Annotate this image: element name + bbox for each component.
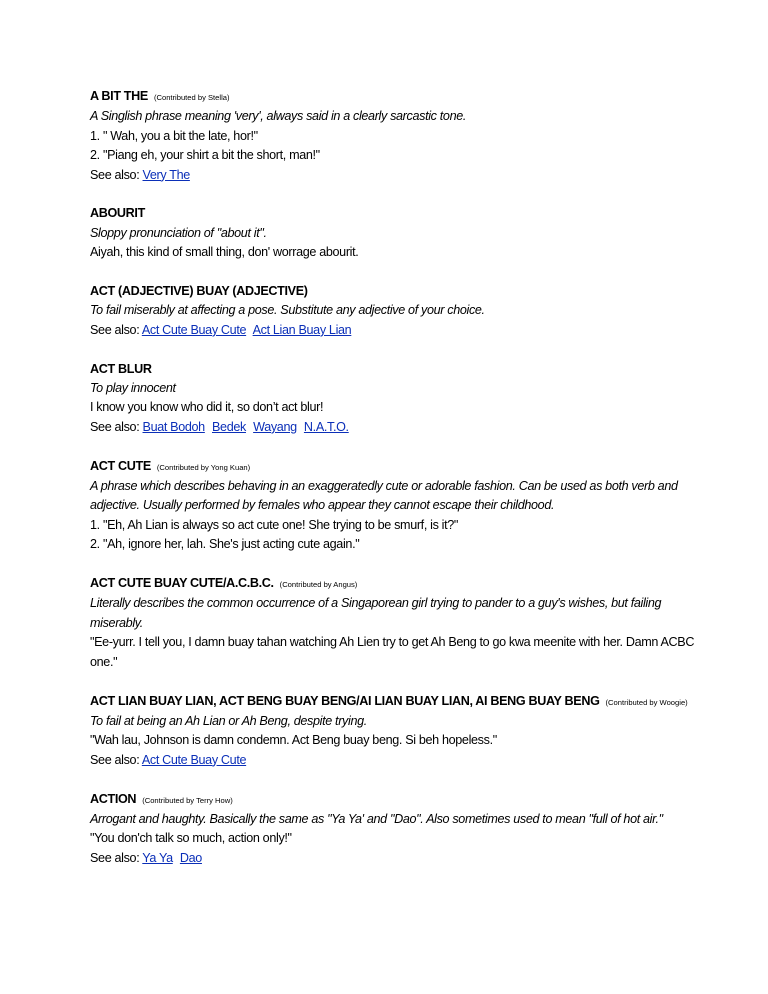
entry-act-adjective-buay-adjective [90,282,708,340]
see-also-label: See also: [90,419,140,434]
see-also-link[interactable]: Very The [142,167,190,182]
see-also-line [90,418,708,437]
entry-term: ACT LIAN BUAY LIAN, ACT BENG BUAY BENG/AI LIAN BUAY LIAN, AI BENG BUAY BENG [90,693,600,708]
entry-term: ABOURIT [90,206,145,221]
see-also-line [90,849,708,868]
entry-act-cute [90,457,708,555]
entry-action [90,790,708,869]
entry-contributor: (Contributed by Angus) [279,580,358,590]
entry-example: "Wah lau, Johnson is damn condemn. Act Beng buay beng. Si beh hopeless." [90,733,497,748]
entry-act-cute-buay-cute [90,574,708,672]
see-also-link[interactable]: Act Cute Buay Cute [141,752,247,767]
entry-heading [90,790,708,810]
entry-definition: Literally describes the common occurrence of a Singaporean girl trying to pander to a guy's wishes, but failing miserably. [90,596,662,630]
entry-contributor: (Contributed by Yong Kuan) [156,462,251,472]
entry-term: ACTION [90,791,137,806]
entry-abourit [90,204,708,262]
see-also-label: See also: [90,752,140,767]
see-also-label: See also: [90,322,140,337]
entry-heading [90,282,708,301]
entry-example: 1. "Eh, Ah Lian is always so act cute one! She trying to be smurf, is it?" [90,517,459,532]
see-also-link[interactable]: Act Cute Buay Cute [141,322,247,337]
entry-heading [90,360,708,379]
entry-act-blur [90,360,708,438]
see-also-link[interactable]: N.A.T.O. [303,419,349,434]
entry-term: A BIT THE [90,89,148,103]
entry-term: ACT BLUR [90,361,152,376]
entry-definition: A phrase which describes behaving in an exaggeratedly cute or adorable fashion. Can be used as both verb and adjective. Usually performed by females who appear they cannot escape their childhood. [90,479,678,513]
entry-term: ACT CUTE BUAY CUTE/A.C.B.C. [90,576,274,591]
entry-a-bit-the [90,87,708,185]
entry-example: "You don'ch talk so much, action only!" [90,831,292,846]
see-also-label: See also: [90,167,140,182]
see-also-label: See also: [90,850,140,865]
entry-act-lian-buay-lian [90,692,708,771]
entry-heading [90,204,708,223]
entry-definition: Arrogant and haughty. Basically the same as "Ya Ya' and "Dao". Also sometimes used to mean "full of hot air." [90,811,663,826]
see-also-line [90,321,708,340]
entry-term: ACT CUTE [90,458,151,473]
entry-definition: A Singlish phrase meaning 'very', always said in a clearly sarcastic tone. [90,109,467,124]
entry-example: I know you know who did it, so don’t act blur! [90,400,324,415]
entry-heading [90,574,708,594]
entry-example: 2. "Piang eh, your shirt a bit the short, man!" [90,148,320,163]
entry-definition: To play innocent [90,381,176,396]
entry-example: "Ee-yurr. I tell you, I damn buay tahan watching Ah Lien try to get Ah Beng to go kwa meenite with her. Damn ACBC one." [90,635,695,669]
entry-contributor: (Contributed by Woogie) [605,697,688,707]
see-also-link[interactable]: Bedek [212,419,246,434]
see-also-link[interactable]: Dao [179,850,202,865]
entry-example: 1. " Wah, you a bit the late, hor!" [90,128,258,143]
see-also-link[interactable]: Buat Bodoh [142,419,205,434]
see-also-line [90,166,708,185]
entry-heading [90,87,708,107]
entry-term: ACT (ADJECTIVE) BUAY (ADJECTIVE) [90,284,308,299]
see-also-link[interactable]: Ya Ya [142,850,173,865]
entry-heading [90,457,708,477]
entry-definition: Sloppy pronunciation of "about it". [90,225,267,240]
entry-heading [90,692,708,712]
entry-definition: To fail at being an Ah Lian or Ah Beng, despite trying. [90,713,367,728]
entry-example: 2. "Ah, ignore her, lah. She's just acting cute again." [90,537,360,552]
entry-contributor: (Contributed by Terry How) [142,795,233,805]
entry-definition: To fail miserably at affecting a pose. Substitute any adjective of your choice. [90,303,485,318]
entry-example: Aiyah, this kind of small thing, don' worrage abourit. [90,245,359,260]
see-also-link[interactable]: Act Lian Buay Lian [252,322,352,337]
see-also-line [90,751,708,770]
entry-contributor: (Contributed by Stella) [153,93,230,102]
see-also-link[interactable]: Wayang [253,419,297,434]
